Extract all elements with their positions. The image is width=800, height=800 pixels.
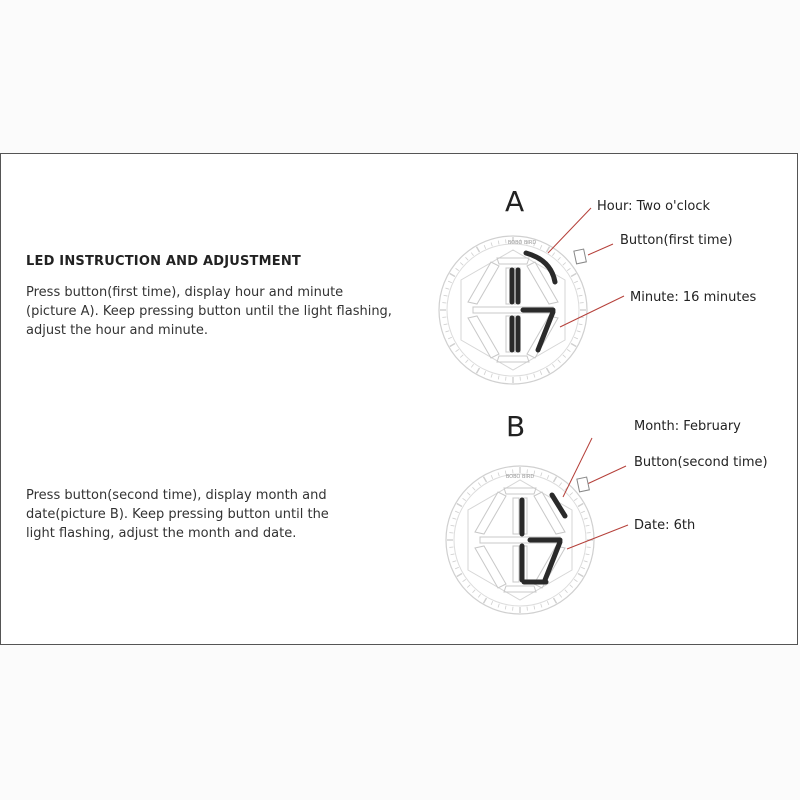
- clock-a-tick: [540, 245, 542, 249]
- callout-button-second-label: Button(second time): [634, 455, 768, 470]
- clock-a-tick: [456, 349, 459, 351]
- clock-b-tick: [484, 477, 487, 482]
- clock-b-tick: [472, 487, 475, 490]
- clock-b-segment-cv3: [513, 546, 519, 582]
- callout-month-label: Month: February: [634, 419, 741, 434]
- clock-b-tick: [463, 498, 466, 500]
- clock-b-tick: [554, 477, 557, 482]
- clock-a-tick: [465, 257, 468, 260]
- clock-a-tick: [445, 331, 449, 332]
- clock-a-tick: [484, 245, 486, 249]
- clock-a-tick: [567, 268, 570, 270]
- callout-lines-a: [548, 208, 624, 327]
- clock-b-tick: [565, 590, 568, 593]
- clock-a-tick: [491, 242, 492, 246]
- clock-a-tick: [577, 288, 581, 289]
- clock-a-tick: [571, 274, 576, 277]
- clock-a-tick: [477, 368, 480, 373]
- brand-text-a: BOBO BIRD: [507, 240, 537, 246]
- clock-b-tick: [478, 483, 480, 486]
- clock-a-tick: [567, 349, 570, 351]
- clock-a-tick: [456, 268, 459, 270]
- clock-b-tick: [451, 525, 455, 526]
- clock-b-tick: [484, 598, 487, 603]
- clock-b-tick: [570, 585, 573, 588]
- clock-a-tick: [579, 295, 583, 296]
- clock-a-tick: [558, 360, 561, 363]
- button-icon-b: [577, 477, 589, 492]
- clock-a-tick: [571, 344, 576, 347]
- clock-b-tick: [547, 601, 549, 605]
- clock-a-tick: [552, 364, 554, 367]
- clock-b-tick: [578, 574, 583, 577]
- clock-b-tick: [586, 554, 590, 555]
- clock-b-tick: [586, 525, 590, 526]
- clock-b-tick: [584, 518, 588, 519]
- clock-a-tick: [471, 364, 473, 367]
- clock-a-segment-bb: [497, 356, 529, 362]
- clock-b-tick: [463, 579, 466, 581]
- clock-a-tick: [498, 241, 499, 245]
- clock-a-tick: [540, 371, 542, 375]
- clock-a-tick: [444, 324, 448, 325]
- clock-b-segment-bb: [504, 586, 536, 592]
- clock-b-tick: [554, 598, 557, 603]
- clock-b-tick: [491, 475, 493, 479]
- section-heading: LED INSTRUCTION AND ADJUSTMENT: [26, 254, 301, 269]
- clock-b-tick: [451, 554, 455, 555]
- figure-a-letter: A: [505, 185, 525, 218]
- callout-button-first-label: Button(first time): [620, 233, 733, 248]
- callout-line-button-second: [585, 466, 626, 485]
- clock-a: [439, 236, 587, 384]
- clock-a-tick: [558, 257, 561, 260]
- button-icon-a: [574, 249, 586, 264]
- clock-b-tick: [467, 492, 470, 495]
- clock-b-tick: [574, 498, 577, 500]
- figure-b-letter: B: [506, 410, 526, 443]
- callout-lines-b: [563, 438, 628, 549]
- clock-b-tick: [491, 601, 493, 605]
- clock-a-segment-tt: [497, 258, 529, 264]
- callout-date-label: Date: 6th: [634, 518, 696, 533]
- clock-a-tick: [547, 368, 550, 373]
- clock-b-tick: [570, 492, 573, 495]
- clock-a-tick: [574, 281, 578, 283]
- clock-a-tick: [444, 295, 448, 296]
- clock-a-tick: [445, 288, 449, 289]
- instruction-a-line-2: (picture A). Keep pressing button until the light flashing,: [26, 304, 392, 319]
- clock-a-lit-segment-0: [526, 253, 555, 282]
- clock-b-segment-lb: [475, 546, 506, 588]
- clock-b-tick: [578, 504, 583, 507]
- clock-b-tick: [574, 579, 577, 581]
- clock-a-tick: [448, 337, 452, 339]
- clock-b-tick: [581, 511, 585, 513]
- clock-a-tick: [574, 337, 578, 339]
- instruction-b-line-1: Press button(second time), display month and: [26, 488, 327, 503]
- clock-b-tick: [457, 574, 462, 577]
- clock-a-tick: [563, 355, 566, 358]
- clock-a-tick: [465, 360, 468, 363]
- clock-a-tick: [477, 247, 480, 252]
- clock-b-tick: [547, 475, 549, 479]
- clock-b-segment-lt: [475, 492, 506, 534]
- clock-a-tick: [552, 253, 554, 256]
- callout-line-date: [567, 525, 628, 549]
- clock-a-tick: [460, 262, 463, 265]
- clock-b-tick: [455, 511, 459, 513]
- clock-a-segment-lt: [468, 262, 499, 304]
- callout-minute-label: Minute: 16 minutes: [630, 290, 757, 305]
- clock-a-tick: [484, 371, 486, 375]
- clock-a-tick: [448, 281, 452, 283]
- clock-b-tick: [584, 561, 588, 562]
- clock-a-tick: [450, 344, 455, 347]
- instruction-a-line-3: adjust the hour and minute.: [26, 323, 209, 338]
- clock-b-tick: [478, 594, 480, 597]
- clock-b-tick: [505, 606, 506, 610]
- clock-a-tick: [534, 374, 535, 378]
- clock-a-tick: [491, 374, 492, 378]
- clock-b-segment-tt: [504, 488, 536, 494]
- clock-b: [446, 466, 594, 614]
- brand-text-b: BOBO BIRD: [505, 474, 535, 480]
- clock-b-tick: [541, 604, 542, 608]
- clock-b-tick: [455, 567, 459, 569]
- clock-a-tick: [563, 262, 566, 265]
- clock-b-tick: [467, 585, 470, 588]
- clock-a-tick: [498, 376, 499, 380]
- clock-a-segment-lb: [468, 316, 499, 358]
- instruction-b-line-3: light flashing, adjust the month and date.: [26, 526, 297, 541]
- clock-a-tick: [579, 324, 583, 325]
- clock-a-tick: [460, 355, 463, 358]
- callout-line-hour: [548, 208, 591, 253]
- clock-b-tick: [559, 594, 561, 597]
- clock-a-tick: [471, 253, 473, 256]
- clock-a-tick: [527, 376, 528, 380]
- clock-b-segment-cv1: [513, 498, 519, 534]
- clock-a-tick: [577, 331, 581, 332]
- clock-b-tick: [452, 561, 456, 562]
- clock-b-tick: [498, 472, 499, 476]
- clock-b-tick: [541, 472, 542, 476]
- callout-hour-label: Hour: Two o'clock: [597, 199, 711, 214]
- clock-b-tick: [452, 518, 456, 519]
- clock-b-tick: [498, 604, 499, 608]
- instruction-b-line-2: date(picture B). Keep pressing button until the: [26, 507, 329, 522]
- clock-a-tick: [450, 274, 455, 277]
- clock-b-tick: [472, 590, 475, 593]
- callout-line-button-first: [588, 244, 613, 255]
- clock-b-tick: [457, 504, 462, 507]
- instruction-a-line-1: Press button(first time), display hour and minute: [26, 285, 344, 300]
- clock-b-tick: [534, 606, 535, 610]
- callout-line-minute: [560, 296, 624, 327]
- clock-b-tick: [581, 567, 585, 569]
- clock-b-tick: [559, 483, 561, 486]
